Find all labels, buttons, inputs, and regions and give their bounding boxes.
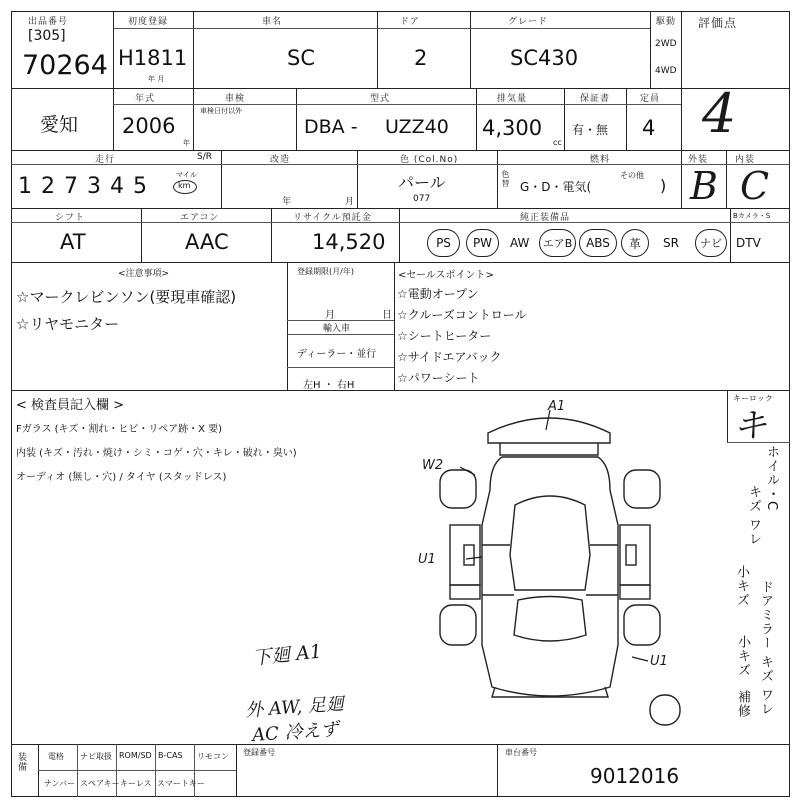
col-divider <box>681 11 682 208</box>
footer-item: ナビ取扱 <box>80 752 112 761</box>
equipment-sr: SR <box>663 236 679 250</box>
col-divider <box>726 150 727 208</box>
drive-2wd: 2WD <box>655 39 677 49</box>
label-underline <box>287 367 394 368</box>
first-reg-value: H1811 <box>118 46 188 70</box>
col-divider <box>287 262 288 390</box>
region: 愛知 <box>40 114 79 136</box>
col-divider <box>194 744 195 797</box>
row-divider <box>11 88 790 89</box>
col-divider <box>377 11 378 88</box>
model-value: SC <box>287 46 315 70</box>
col-divider <box>116 744 117 797</box>
equipment-aw: AW <box>510 236 530 250</box>
mileage-value: 1 2 7 3 4 5 <box>18 174 148 199</box>
caution-label: <注意事項> <box>118 269 170 279</box>
equipment-dtv: DTV <box>736 236 761 250</box>
col-divider <box>727 390 728 442</box>
col-divider <box>394 262 395 390</box>
seats-value: 4 <box>642 116 656 140</box>
model-code-prefix: DBA - <box>304 116 358 138</box>
col-divider <box>296 88 297 150</box>
sales-point: ☆パワーシート <box>397 371 480 385</box>
col-divider <box>141 208 142 262</box>
label-underline <box>287 334 394 335</box>
odometer-label: S/R <box>197 152 212 162</box>
col-divider <box>730 208 731 262</box>
lot-bracket: [305] <box>28 28 66 44</box>
equipment-abs: ABS <box>579 229 617 257</box>
handwritten-note: AC 冷えず <box>251 719 340 746</box>
car-damage-diagram <box>420 395 720 740</box>
label-underline <box>113 28 650 29</box>
reg-label: 登録期限(月/年) <box>297 267 354 276</box>
import-value: ディーラー・並行 <box>297 349 377 360</box>
row-divider <box>11 262 790 263</box>
model-code-label: 型式 <box>370 94 391 104</box>
vehicle-number-label: 車台番号 <box>505 748 537 757</box>
grade-label: グレード <box>508 17 549 27</box>
sales-point: ☆電動オープン <box>397 287 479 301</box>
col-divider <box>470 11 471 88</box>
mileage-unit-miles: マイル <box>176 171 197 179</box>
row-divider <box>11 390 790 391</box>
mileage-label: 走行 <box>95 155 116 165</box>
seats-label: 定員 <box>640 94 661 104</box>
col-divider <box>497 150 498 208</box>
first-reg-sub: 年 月 <box>148 75 165 83</box>
steering-value: 左H ・ 右H <box>303 380 355 391</box>
score-value: 4 <box>702 82 737 145</box>
equipment-pw: PW <box>466 229 499 257</box>
col-divider <box>497 744 498 797</box>
first-reg-label: 初度登録 <box>128 17 169 27</box>
side-note: 小キズ <box>735 635 750 677</box>
inspection-sub: 車検日付以外 <box>200 107 242 115</box>
fuel-other: その他 <box>620 171 644 180</box>
footer-item: ナンバー <box>44 779 76 788</box>
lot-label: 出品番号 <box>28 17 69 27</box>
col-divider <box>626 88 627 150</box>
exterior-label: 外装 <box>688 155 709 165</box>
equipment-navi: ナビ <box>695 229 727 257</box>
door-label: ドア <box>400 17 420 27</box>
year-value: 2006 <box>122 114 176 138</box>
col-divider <box>77 744 78 797</box>
row-divider <box>11 208 790 209</box>
inspector-audio: オーディオ (無し・穴) / タイヤ (スタッドレス) <box>16 472 227 483</box>
color-label: 色 (Col.No) <box>400 155 459 165</box>
col-divider <box>357 150 358 208</box>
drive-4wd: 4WD <box>655 66 677 76</box>
ac-value: AAC <box>185 230 229 254</box>
label-underline <box>113 104 681 105</box>
caution-item: ☆リヤモニター <box>16 315 120 333</box>
inspector-title: < 検査員記入欄 > <box>16 398 125 413</box>
keylock-label: キーロック <box>733 394 773 403</box>
sales-point: ☆シートヒーター <box>397 329 492 343</box>
side-note: ドアミラー キズ ワレ <box>758 580 773 717</box>
recycle-value: 14,520 <box>312 230 386 254</box>
year-unit: 年 <box>183 139 190 147</box>
footer-item: リモコン <box>197 752 229 761</box>
displacement-label: 排気量 <box>497 94 528 104</box>
fuel-close: ) <box>660 176 667 195</box>
col-divider <box>476 88 477 150</box>
col-divider <box>155 744 156 797</box>
interior-label: 内装 <box>735 155 756 165</box>
equipment-label: 純正装備品 <box>520 213 571 223</box>
diagram-mark-left-front: W2 <box>422 458 444 473</box>
side-note: 小キズ <box>734 565 749 607</box>
sales-point: ☆クルーズコントロール <box>397 308 527 322</box>
caution-item: ☆マークレビンソン(要現車確認) <box>16 288 237 306</box>
side-note: ホイル・C <box>764 445 779 512</box>
diagram-mark-front: A1 <box>548 399 566 414</box>
drive-label: 駆動 <box>656 17 677 27</box>
grade-value: SC430 <box>510 46 579 70</box>
footer-item: スマートキー <box>157 779 205 788</box>
tv-label: Bカメラ・S <box>733 212 771 220</box>
footer-item: スペアキー <box>80 779 120 788</box>
handwritten-note: 外 AW, 足廻 <box>244 693 345 722</box>
col-divider <box>271 208 272 262</box>
year-mark: 年 <box>282 197 292 207</box>
col-divider <box>564 88 565 150</box>
color-code: 077 <box>413 194 431 204</box>
reg-month: 月 <box>325 310 335 321</box>
label-underline <box>38 770 236 771</box>
side-note: キズ ワレ <box>746 485 761 547</box>
col-divider <box>236 744 237 797</box>
ac-label: エアコン <box>180 213 220 223</box>
sales-label: <セールスポイント> <box>398 270 494 281</box>
shift-value: AT <box>60 230 86 254</box>
footer-item: キーレス <box>120 779 152 788</box>
side-note: 補修 <box>735 690 750 718</box>
color-value: パール <box>398 173 446 192</box>
col-divider <box>221 150 222 208</box>
reg-number-label: 登録番号 <box>243 748 275 757</box>
month-mark: 月 <box>345 197 355 207</box>
row-divider <box>11 150 790 151</box>
fuel-label: 燃料 <box>590 155 611 165</box>
inspection-label: 車検 <box>225 94 246 104</box>
fuel-value: G・D・電気( <box>520 180 592 194</box>
warranty-label: 保証書 <box>580 94 611 104</box>
modification-label: 改造 <box>270 155 291 165</box>
color-change-label: 色替 <box>501 170 510 188</box>
inspector-glass: Fガラス (キズ・割れ・ヒビ・リペア跡・X 要) <box>16 424 223 435</box>
reg-day: 日 <box>382 310 392 321</box>
footer-item: ROM/SD <box>119 751 152 760</box>
score-label: 評価点 <box>698 16 738 30</box>
handwritten-note: 下廻 A1 <box>251 640 323 670</box>
row-divider <box>11 744 790 745</box>
label-underline <box>11 222 790 223</box>
year-label: 年式 <box>135 94 156 104</box>
diagram-mark-right-rear: U1 <box>650 654 668 669</box>
warranty-value: 有・無 <box>572 123 609 137</box>
displacement-unit: cc <box>553 138 562 147</box>
equipment-airbag: エアB <box>539 229 576 257</box>
equipment-leather: 革 <box>621 229 649 257</box>
footer-item: B-CAS <box>158 751 183 760</box>
shift-label: シフト <box>55 213 86 223</box>
col-divider <box>650 11 651 88</box>
col-divider <box>113 88 114 150</box>
inspector-interior: 内装 (キズ・汚れ・焼け・シミ・コゲ・穴・キレ・破れ・臭い) <box>16 448 297 459</box>
interior-grade: C <box>740 164 770 208</box>
col-divider <box>399 208 400 262</box>
col-divider <box>193 11 194 88</box>
lot-number: 70264 <box>22 50 108 81</box>
door-value: 2 <box>414 46 428 70</box>
model-code-value: UZZ40 <box>385 116 449 138</box>
equipment-title: 装備 <box>16 752 26 772</box>
model-label: 車名 <box>262 17 283 27</box>
equipment-ps: PS <box>427 229 460 257</box>
mileage-unit-km: km <box>178 181 191 190</box>
col-divider <box>193 88 194 150</box>
displacement-value: 4,300 <box>482 116 543 140</box>
import-label: 輸入車 <box>323 324 351 334</box>
recycle-label: リサイクル預託金 <box>293 213 372 223</box>
footer-item: 電格 <box>48 752 64 761</box>
diagram-mark-left-door: U1 <box>418 552 436 567</box>
exterior-grade: B <box>690 164 718 208</box>
col-divider <box>113 11 114 88</box>
keylock-mark: キ <box>733 406 767 446</box>
sales-point: ☆サイドエアバック <box>397 350 502 364</box>
vehicle-number: 9012016 <box>590 764 680 788</box>
